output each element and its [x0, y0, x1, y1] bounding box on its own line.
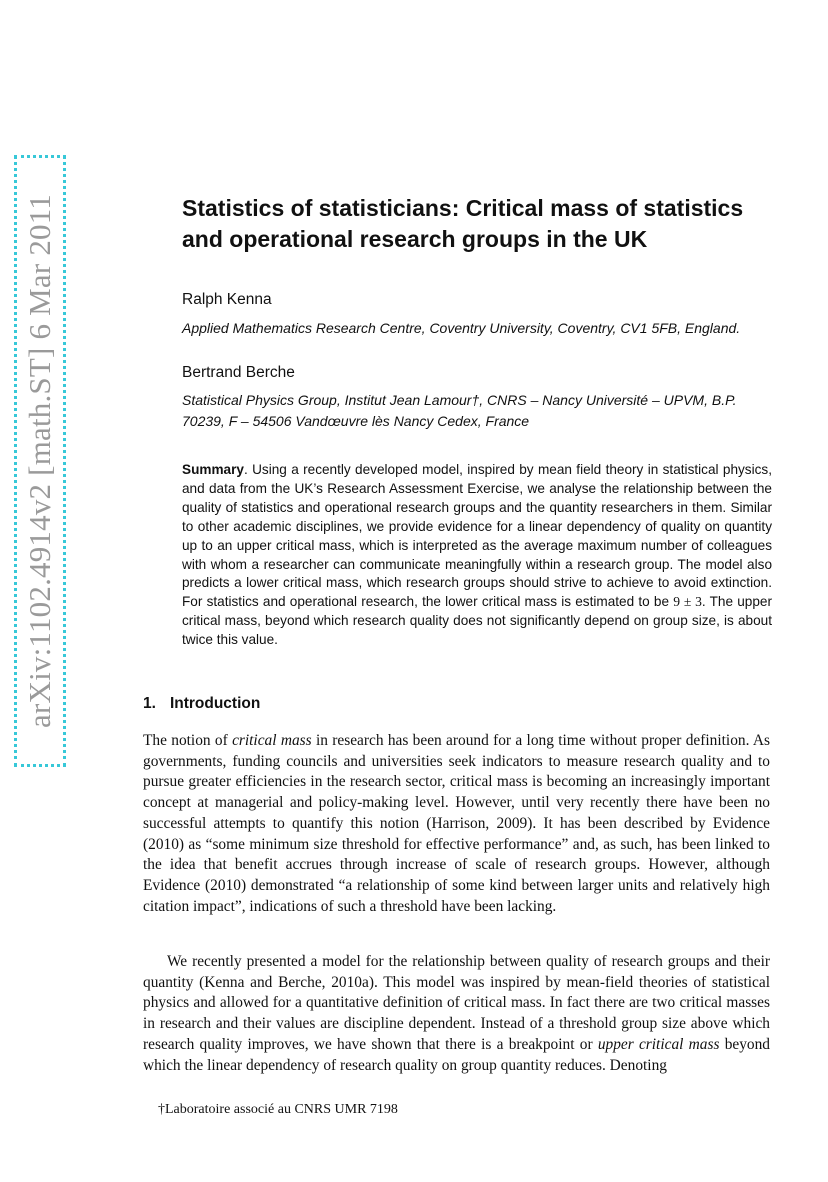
intro-paragraph-1: [143, 731, 770, 917]
abstract: [182, 461, 772, 650]
arxiv-identifier-text: arXiv:1102.4914v2 [math.ST] 6 Mar 2011: [22, 194, 58, 728]
intro-p1-text-b: in research has been around for a long time without proper definition. As governments, funding councils and universities seek indicators to measure research quality and to pursue greater efficiencies in the research sector, critical mass is becoming an increasingly important concept at managerial and policy-making level. However, until very recently there have been no successful attempts to quantify this notion (Harrison, 2009). It has been described by Evidence (2010) as “some minimum size threshold for effective performance” and, as such, has been linked to the idea that benefit accrues through increase of scale of research groups. However, although Evidence (2010) demonstrated “a relationship of some kind between larger units and relatively high citation impact”, indications of such a threshold have been lacking.: [143, 732, 771, 915]
paper-title: Statistics of statisticians: Critical mass of statistics and operational research groups in the UK: [182, 195, 744, 252]
footnote: †Laboratoire associé au CNRS UMR 7198: [158, 1102, 398, 1117]
section-title: Introduction: [169, 695, 261, 712]
section-number: 1.: [143, 695, 156, 712]
author-affiliation-2: Statistical Physics Group, Institut Jean Lamour†, CNRS – Nancy Université – UPVM, B.P. 70239, F – 54506 Vandœuvre lès Nancy Cedex, France: [182, 392, 737, 429]
intro-p1-emphasis: critical mass: [232, 732, 312, 749]
intro-p2-emphasis: upper critical mass: [597, 1035, 720, 1053]
intro-p2-text-b: beyond which the linear dependency of research quality on group quantity reduces. Denoting: [143, 1035, 771, 1074]
author-affiliation-1: Applied Mathematics Research Centre, Coventry University, Coventry, CV1 5FB, England.: [182, 320, 741, 336]
intro-paragraph-2: [143, 952, 770, 1076]
section-heading: [143, 695, 260, 713]
abstract-label: Summary: [182, 462, 244, 477]
arxiv-identifier-stamp: [14, 155, 66, 767]
author-name-1: Ralph Kenna: [182, 291, 272, 308]
author-name-2: Bertrand Berche: [182, 364, 295, 381]
abstract-text-2: . The upper critical mass, beyond which research quality does not significantly depend on group size, is about twice this value.: [182, 594, 772, 648]
intro-p2-text-a: We recently presented a model for the relationship between quality of research groups and their quantity (Kenna and Berche, 2010a). This model was inspired by mean-field theories of statistical physics and allowed for a quantitative definition of critical mass. In fact there are two critical masses in research and their values are discipline dependent. Instead of a threshold group size above which research quality improves, we have shown that there is a breakpoint or: [143, 953, 770, 1053]
abstract-math: 9 ± 3: [673, 594, 702, 610]
abstract-text-1: . Using a recently developed model, inspired by mean field theory in statistical physics, and data from the UK’s Research Assessment Exercise, we analyse the relationship between the quality of statistics and operational research groups and the quantity researchers in them. Similar to other academic disciplines, we provide evidence for a linear dependency of quality on quantity up to an upper critical mass, which is interpreted as the average maximum number of colleagues with whom a researcher can communicate meaningfully within a research group. The model also predicts a lower critical mass, which research groups should strive to achieve to avoid extinction. For statistics and operational research, the lower critical mass is estimated to be: [182, 462, 772, 610]
intro-p1-text-a: The notion of: [143, 732, 233, 749]
